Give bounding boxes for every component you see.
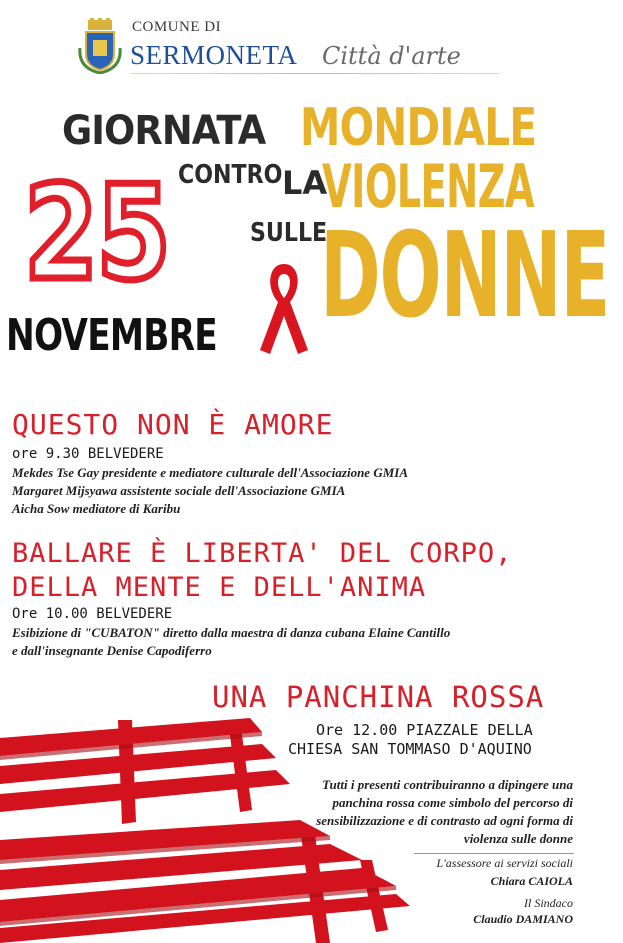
- event3-time-line1: Ore 12.00 PIAZZALE DELLA: [316, 721, 533, 739]
- header-divider: [130, 73, 500, 74]
- event1-heading: QUESTO NON È AMORE: [12, 408, 334, 441]
- title-violenza: VIOLENZA: [322, 152, 534, 222]
- event1-details: [12, 464, 408, 518]
- event2-time: Ore 10.00 BELVEDERE: [12, 606, 173, 622]
- event3-heading: UNA PANCHINA ROSSA: [212, 680, 545, 714]
- title-la: LA: [282, 164, 328, 202]
- event2-line: Esibizione di "CUBATON" diretto dalla maestra di danza cubana Elaine Cantillo: [12, 625, 451, 640]
- event3-line: Tutti i presenti contribuiranno a dipingere una: [322, 777, 573, 792]
- assessore-name: Chiara CAIOLA: [490, 874, 573, 888]
- event1-time: ore 9.30 BELVEDERE: [12, 446, 164, 462]
- date-month: NOVEMBRE: [6, 310, 217, 361]
- town-tagline: Città d'arte: [322, 42, 461, 70]
- event1-line: Aicha Sow mediatore di Karibu: [12, 501, 181, 516]
- sindaco-title: Il Sindaco: [524, 896, 573, 910]
- title-mondiale: MONDIALE: [300, 98, 537, 158]
- event3-time-line2: CHIESA SAN TOMMASO D'AQUINO: [288, 740, 532, 758]
- title-contro: CONTRO: [178, 160, 283, 190]
- event3-line: sensibilizzazione e di contrasto ad ogni forma di: [316, 813, 573, 828]
- event3-details: [273, 776, 573, 848]
- event3-line: violenza sulle donne: [463, 831, 573, 846]
- town-crest-logo: [78, 18, 122, 74]
- event2-details: [12, 624, 450, 660]
- event3-line: panchina rossa come simbolo del percorso di: [332, 795, 573, 810]
- event1-line: Mekdes Tse Gay presidente e mediatore culturale dell'Associazione GMIA: [12, 465, 408, 480]
- event2-line: e dall'insegnante Denise Capodiferro: [12, 643, 212, 658]
- title-donne: DONNE: [320, 206, 610, 344]
- date-day: 25: [24, 157, 170, 309]
- signature-divider: [414, 853, 574, 854]
- comune-di-label: COMUNE DI: [132, 19, 222, 35]
- town-name: SERMONETA: [130, 40, 298, 70]
- title-sulle: SULLE: [250, 218, 328, 248]
- assessore-title: L'assessore ai servizi sociali: [436, 856, 573, 870]
- event2-heading-line2: DELLA MENTE E DELL'ANIMA: [12, 572, 427, 603]
- red-ribbon-icon: [258, 258, 310, 358]
- title-giornata: GIORNATA: [62, 108, 266, 154]
- event2-heading-line1: BALLARE È LIBERTA' DEL CORPO,: [12, 538, 513, 569]
- event1-line: Margaret Mijsyawa assistente sociale dell'Associazione GMIA: [12, 483, 346, 498]
- sindaco-name: Claudio DAMIANO: [473, 912, 573, 926]
